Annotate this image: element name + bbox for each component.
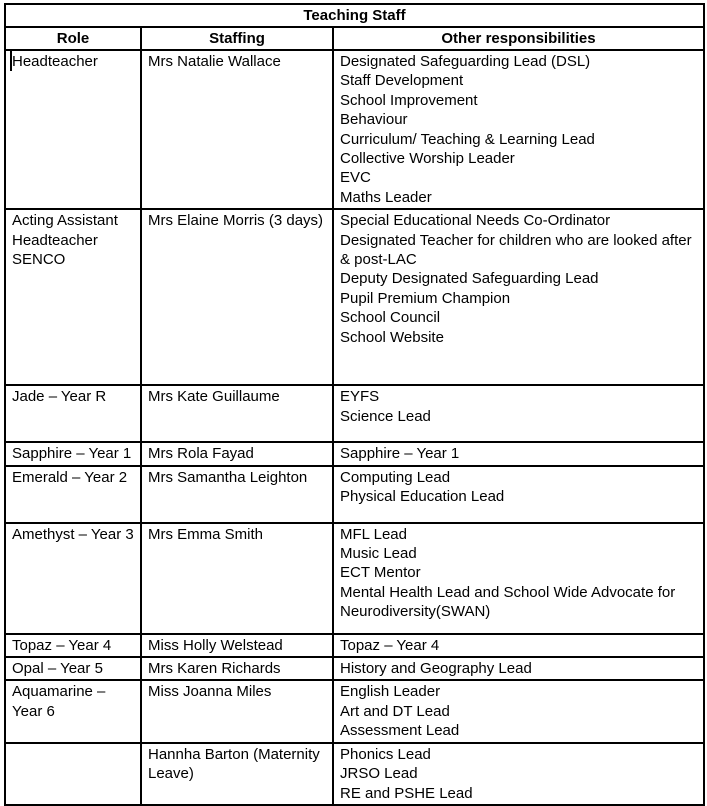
responsibilities-cell[interactable] — [333, 657, 704, 680]
responsibilities-line: Deputy Designated Safeguarding Lead — [340, 270, 599, 288]
responsibilities-line: Computing Lead — [340, 468, 451, 486]
role-line: Acting Assistant — [12, 212, 118, 230]
responsibilities-line: Art and DT Lead — [340, 702, 450, 720]
responsibilities-line: RE and PSHE Lead — [340, 784, 473, 802]
table-title[interactable]: Teaching Staff — [5, 4, 704, 27]
table-row — [5, 743, 704, 805]
responsibilities-line: & post-LAC — [340, 251, 417, 269]
role-line: Sapphire – Year 1 — [12, 445, 132, 463]
staffing-line: Mrs Kate Guillaume — [148, 388, 280, 406]
role-cell[interactable] — [5, 743, 141, 805]
teaching-staff-table — [4, 3, 705, 806]
responsibilities-cell[interactable] — [333, 442, 704, 465]
responsibilities-line: English Leader — [340, 683, 441, 701]
role-line: Headteacher — [12, 53, 98, 70]
responsibilities-line: Neurodiversity(SWAN) — [340, 603, 491, 621]
responsibilities-line: Science Lead — [340, 407, 431, 425]
role-line: Emerald – Year 2 — [12, 468, 128, 486]
column-header-other-responsibilities[interactable]: Other responsibilities — [333, 27, 704, 50]
role-line: Amethyst – Year 3 — [12, 525, 134, 543]
table-row — [5, 209, 704, 385]
table-title-row — [5, 4, 704, 27]
responsibilities-cell[interactable] — [333, 743, 704, 805]
responsibilities-line: Assessment Lead — [340, 722, 460, 740]
role-line: Year 6 — [12, 702, 55, 720]
responsibilities-line: MFL Lead — [340, 525, 407, 543]
responsibilities-line: Behaviour — [340, 111, 408, 129]
responsibilities-line: Designated Teacher for children who are looked after — [340, 231, 692, 249]
table-row — [5, 466, 704, 523]
staffing-line: Mrs Samantha Leighton — [148, 468, 308, 486]
table-row — [5, 680, 704, 742]
table-row — [5, 442, 704, 465]
responsibilities-line: Physical Education Lead — [340, 488, 505, 506]
role-cell[interactable] — [5, 680, 141, 742]
role-line: Opal – Year 5 — [12, 660, 103, 678]
staffing-cell[interactable] — [141, 657, 333, 680]
role-cell[interactable] — [5, 442, 141, 465]
table-row — [5, 657, 704, 680]
staffing-cell[interactable] — [141, 466, 333, 523]
responsibilities-line: Designated Safeguarding Lead (DSL) — [340, 53, 591, 70]
staffing-line: Leave) — [148, 765, 194, 783]
staffing-line: Mrs Karen Richards — [148, 660, 281, 678]
responsibilities-line: Maths Leader — [340, 188, 432, 206]
role-cell[interactable] — [5, 523, 141, 634]
staffing-cell[interactable] — [141, 634, 333, 657]
table-row — [5, 50, 704, 209]
staffing-line: Miss Holly Welstead — [148, 636, 283, 654]
responsibilities-line: Collective Worship Leader — [340, 150, 515, 168]
table-row — [5, 634, 704, 657]
responsibilities-cell[interactable] — [333, 634, 704, 657]
responsibilities-line: School Improvement — [340, 91, 478, 109]
responsibilities-line: History and Geography Lead — [340, 660, 532, 678]
staffing-line: Mrs Elaine Morris (3 days) — [148, 212, 324, 230]
responsibilities-line: School Council — [340, 309, 441, 327]
table-row — [5, 385, 704, 442]
responsibilities-cell[interactable] — [333, 523, 704, 634]
role-cell[interactable] — [5, 209, 141, 385]
role-line: SENCO — [12, 251, 66, 269]
role-cell[interactable] — [5, 50, 141, 209]
staffing-line: Miss Joanna Miles — [148, 683, 272, 701]
responsibilities-line: EVC — [340, 169, 371, 187]
role-line: Jade – Year R — [12, 388, 107, 406]
responsibilities-line: Special Educational Needs Co-Ordinator — [340, 212, 611, 230]
staffing-cell[interactable] — [141, 209, 333, 385]
staffing-line: Mrs Emma Smith — [148, 525, 264, 543]
responsibilities-cell[interactable] — [333, 680, 704, 742]
role-cell[interactable] — [5, 385, 141, 442]
staffing-cell[interactable] — [141, 385, 333, 442]
responsibilities-line: Mental Health Lead and School Wide Advocate for — [340, 583, 676, 601]
responsibilities-line: Pupil Premium Champion — [340, 289, 511, 307]
table-body — [5, 4, 704, 805]
responsibilities-cell[interactable] — [333, 466, 704, 523]
responsibilities-cell[interactable] — [333, 50, 704, 209]
responsibilities-line: School Website — [340, 328, 444, 346]
role-line: Topaz – Year 4 — [12, 636, 112, 654]
responsibilities-line: Curriculum/ Teaching & Learning Lead — [340, 130, 595, 148]
table-header-row — [5, 27, 704, 50]
role-line: Aquamarine – — [12, 683, 106, 701]
responsibilities-line: ECT Mentor — [340, 564, 421, 582]
responsibilities-line: Staff Development — [340, 72, 464, 90]
text-cursor — [10, 51, 12, 71]
responsibilities-line: Music Lead — [340, 545, 417, 563]
staffing-cell[interactable] — [141, 743, 333, 805]
role-line: Headteacher — [12, 231, 98, 249]
responsibilities-line: JRSO Lead — [340, 765, 418, 783]
responsibilities-line: EYFS — [340, 388, 380, 406]
role-cell[interactable] — [5, 466, 141, 523]
staffing-cell[interactable] — [141, 680, 333, 742]
role-cell[interactable] — [5, 657, 141, 680]
responsibilities-cell[interactable] — [333, 209, 704, 385]
staffing-line: Mrs Rola Fayad — [148, 445, 254, 463]
column-header-role[interactable]: Role — [5, 27, 141, 50]
staffing-cell[interactable] — [141, 442, 333, 465]
role-cell[interactable] — [5, 634, 141, 657]
staffing-line: Mrs Natalie Wallace — [148, 53, 281, 70]
responsibilities-line: Sapphire – Year 1 — [340, 445, 460, 463]
column-header-staffing[interactable]: Staffing — [141, 27, 333, 50]
responsibilities-line: Phonics Lead — [340, 745, 431, 763]
responsibilities-line: Topaz – Year 4 — [340, 636, 440, 654]
staffing-cell[interactable] — [141, 523, 333, 634]
staffing-cell[interactable] — [141, 50, 333, 209]
responsibilities-cell[interactable] — [333, 385, 704, 442]
staffing-line: Hannha Barton (Maternity — [148, 745, 320, 763]
table-row — [5, 523, 704, 634]
